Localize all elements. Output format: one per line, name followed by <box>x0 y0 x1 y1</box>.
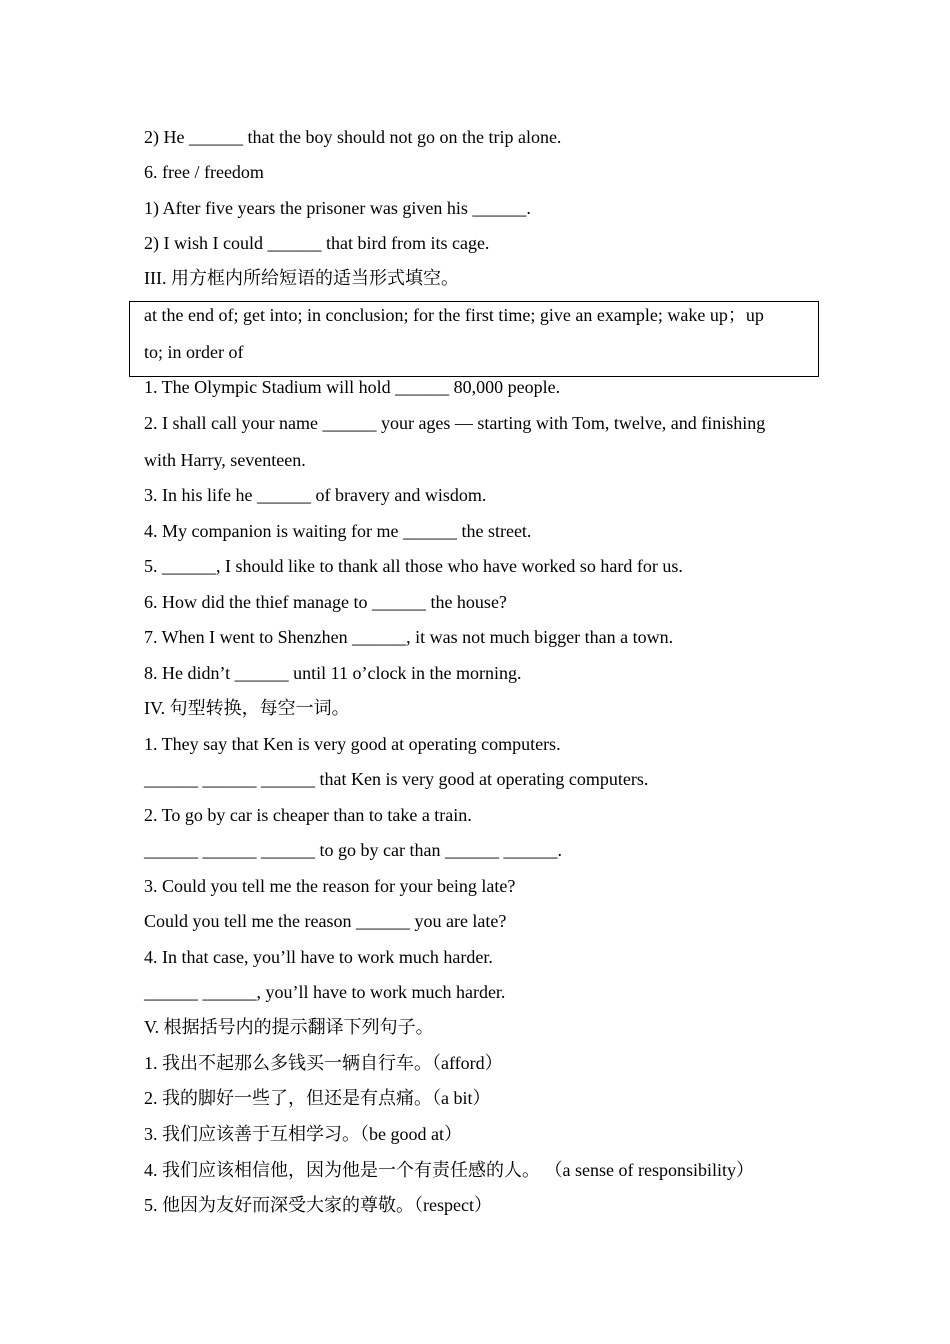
exercise-line: 2. I shall call your name ______ your ages — starting with Tom, twelve, and finishing <box>144 413 766 433</box>
section-heading: III. 用方框内所给短语的适当形式填空。 <box>144 268 459 288</box>
exercise-line: 1. 我出不起那么多钱买一辆自行车。（afford） <box>144 1053 503 1073</box>
exercise-line: 3. In his life he ______ of bravery and wisdom. <box>144 485 487 505</box>
exercise-line: 2) I wish I could ______ that bird from its cage. <box>144 233 490 253</box>
exercise-line: 1. The Olympic Stadium will hold ______ 80,000 people. <box>144 377 561 397</box>
exercise-line: 3. Could you tell me the reason for your being late? <box>144 876 516 896</box>
exercise-line: 2. 我的脚好一些了，但还是有点痛。（a bit） <box>144 1088 491 1108</box>
exercise-line: 6. How did the thief manage to ______ the house? <box>144 592 507 612</box>
exercise-line: 5. 他因为友好而深受大家的尊敬。（respect） <box>144 1195 492 1215</box>
exercise-line: ______ ______, you’ll have to work much harder. <box>144 982 506 1002</box>
exercise-line: 8. He didn’t ______ until 11 o’clock in the morning. <box>144 663 522 683</box>
phrase-box <box>129 301 819 377</box>
exercise-line: 4. In that case, you’ll have to work much harder. <box>144 947 493 967</box>
exercise-line: 4. My companion is waiting for me ______ the street. <box>144 521 532 541</box>
exercise-line: 5. ______, I should like to thank all those who have worked so hard for us. <box>144 556 683 576</box>
exercise-line: ______ ______ ______ that Ken is very good at operating computers. <box>144 769 649 789</box>
exercise-line: Could you tell me the reason ______ you are late? <box>144 911 507 931</box>
phrase-box-line: at the end of; get into; in conclusion; for the first time; give an example; wake up；up <box>144 305 764 325</box>
exercise-line: 2. To go by car is cheaper than to take a train. <box>144 805 472 825</box>
exercise-line: ______ ______ ______ to go by car than ______ ______. <box>144 840 562 860</box>
exercise-line: 2) He ______ that the boy should not go on the trip alone. <box>144 127 562 147</box>
exercise-line: with Harry, seventeen. <box>144 450 306 470</box>
word-pair-heading: 6. free / freedom <box>144 162 264 182</box>
section-heading: IV. 句型转换，每空一词。 <box>144 698 350 718</box>
exercise-line: 1) After five years the prisoner was given his ______. <box>144 198 531 218</box>
exercise-line: 3. 我们应该善于互相学习。（be good at） <box>144 1124 462 1144</box>
section-heading: V. 根据括号内的提示翻译下列句子。 <box>144 1017 434 1037</box>
exercise-line: 4. 我们应该相信他，因为他是一个有责任感的人。 （a sense of responsibility） <box>144 1160 754 1180</box>
exercise-line: 1. They say that Ken is very good at operating computers. <box>144 734 561 754</box>
phrase-box-line: to; in order of <box>144 342 244 362</box>
exercise-line: 7. When I went to Shenzhen ______, it was not much bigger than a town. <box>144 627 674 647</box>
